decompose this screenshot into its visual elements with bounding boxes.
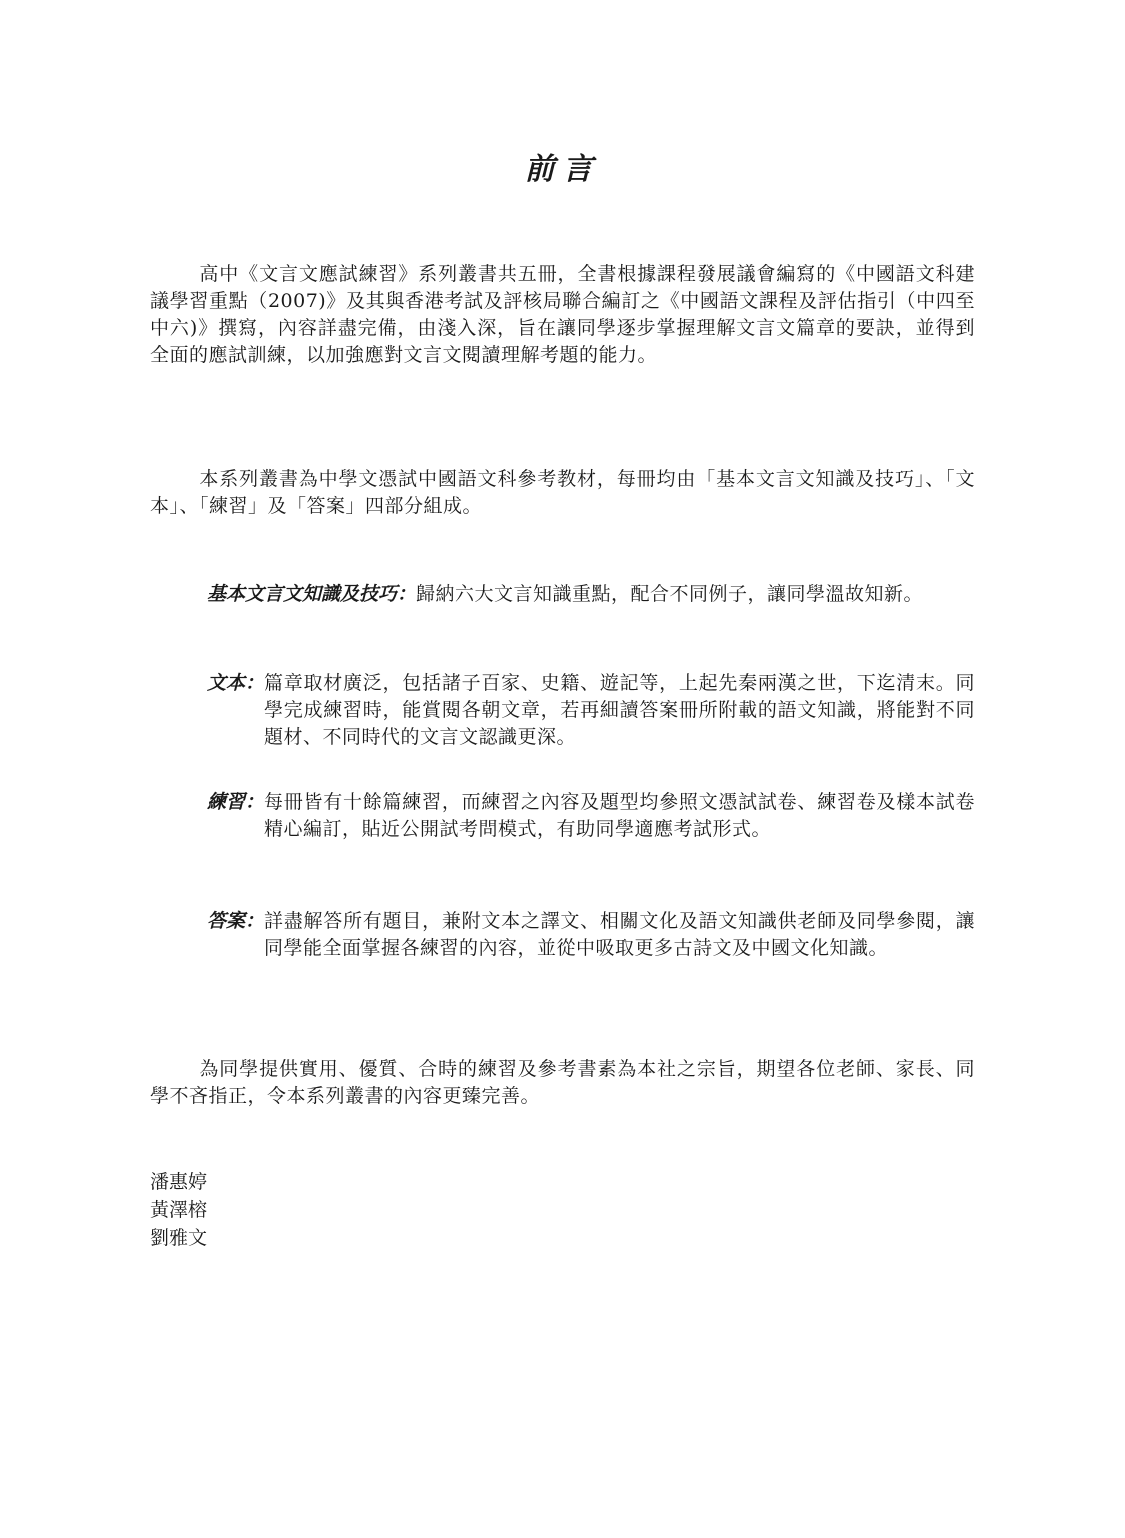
section-item-exercise — [207, 789, 975, 843]
intro-paragraph: 高中《文言文應試練習》系列叢書共五冊，全書根據課程發展議會編寫的《中國語文科建議學習重點（2007)》及其與香港考試及評核局聯合編訂之《中國語文課程及評估指引（中四至中六)》撰寫，內容詳盡完備，由淺入深，旨在讓同學逐步掌握理解文言文篇章的要訣，並得到全面的應試訓練，以加強應對文言文閱讀理解考題的能力。 — [150, 263, 975, 366]
section-item-text — [207, 670, 975, 751]
section-term: 文本： — [207, 672, 265, 694]
section-description: 歸納六大文言知識重點，配合不同例子，讓同學溫故知新。 — [416, 583, 924, 605]
author-signatures — [150, 1168, 450, 1252]
section-item-answers — [207, 908, 975, 962]
section-term: 練習： — [207, 791, 265, 813]
page-title: 前言 — [524, 152, 601, 187]
author-name: 黃澤榕 — [150, 1199, 208, 1221]
section-description: 詳盡解答所有題目，兼附文本之譯文、相關文化及語文知識供老師及同學參閱，讓同學能全面掌握各練習的內容，並從中吸取更多古詩文及中國文化知識。 — [264, 910, 975, 959]
section-term: 基本文言文知識及技巧： — [207, 583, 417, 605]
author-name: 劉雅文 — [150, 1227, 208, 1249]
structure-paragraph: 本系列叢書為中學文憑試中國語文科參考教材，每冊均由「基本文言文知識及技巧」、「文本」、「練習」及「答案」四部分組成。 — [150, 468, 975, 517]
section-term: 答案： — [207, 910, 265, 932]
section-description: 每冊皆有十餘篇練習，而練習之內容及題型均參照文憑試試卷、練習卷及樣本試卷精心編訂，貼近公開試考問模式，有助同學適應考試形式。 — [264, 791, 975, 840]
section-description: 篇章取材廣泛，包括諸子百家、史籍、遊記等，上起先秦兩漢之世，下迄清末。同學完成練習時，能賞閱各朝文章，若再細讀答案冊所附載的語文知識，將能對不同題材、不同時代的文言文認識更深。 — [264, 672, 975, 748]
author-name: 潘惠婷 — [150, 1171, 208, 1193]
section-item-knowledge — [207, 581, 975, 608]
closing-paragraph: 為同學提供實用、優質、合時的練習及參考書素為本社之宗旨，期望各位老師、家長、同學不吝指正，令本系列叢書的內容更臻完善。 — [150, 1058, 975, 1107]
